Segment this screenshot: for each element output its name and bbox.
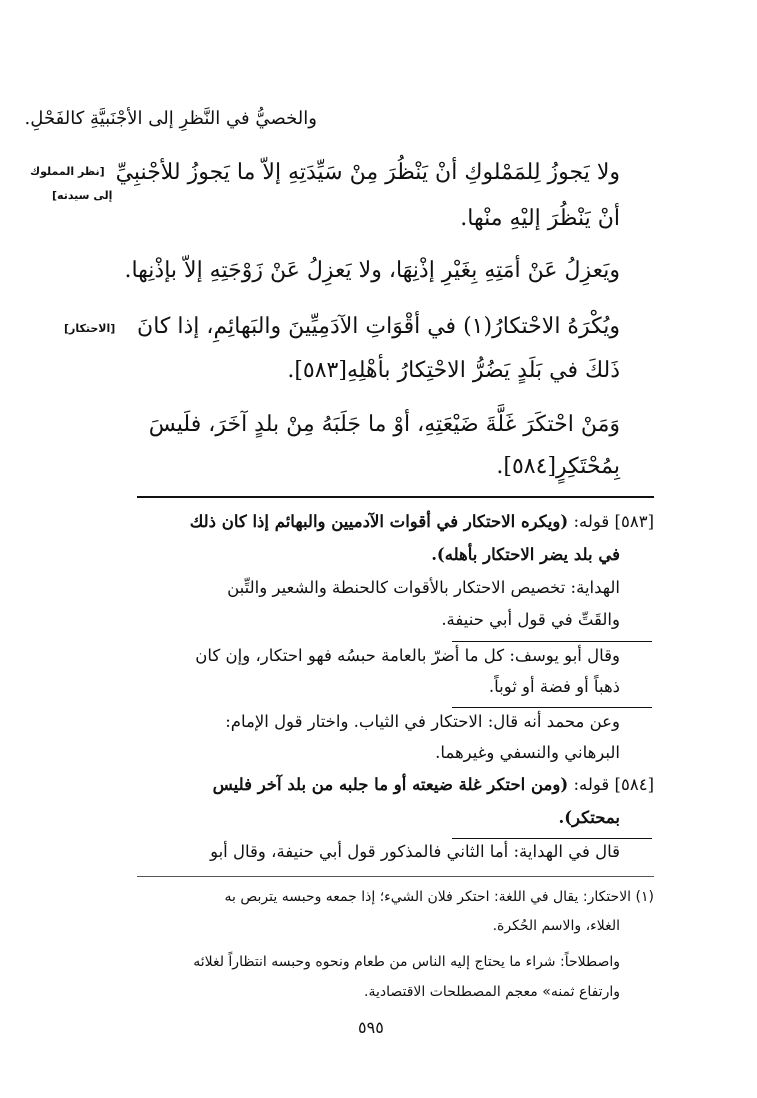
main-text-line-2: ولا يَجوزُ لِلمَمْلوكِ أنْ يَنْظُرَ مِنْ سَيِّدَتِهِ إلاّ ما يَجوزُ للأجْنبِيِّ [115,160,620,185]
main-text-line-4: ويَعزِلُ عَنْ أمَتِهِ بِغَيْرِ إذْنِهَا، ولا يَعزِلُ عَنْ زَوْجَتِهِ إلاّ بإذْنِها. [124,258,620,283]
main-text-line-8: بِمُحْتَكِرٍ[٥٨٤]. [496,454,620,479]
commentary-line-abu-hanifa: والقَتِّ في قول أبي حنيفة. [441,610,620,629]
margin-note-hoarding: [الاحتكار] [64,322,116,335]
commentary-583-heading [190,512,654,531]
commentary-584-heading [213,775,654,794]
page-number: ٥٩٥ [358,1018,384,1037]
commentary-line-muhammad: وعن محمد أنه قال: الاحتكار في الثياب. واختار قول الإمام: [225,712,620,731]
footnote-1-line-1: (١) الاحتكار: يقال في اللغة: احتكر فلان الشيء؛ إذا جمعه وحبسه يتربص به [224,889,654,905]
footnote-1-line-2: الغلاء، والاسم الحُكرة. [492,918,620,934]
commentary-584-ref: [٥٨٤] قوله: [573,775,654,794]
commentary-583-ref: [٥٨٣] قوله: [573,512,654,531]
main-text-line-7: وَمَنْ احْتكَرَ غَلَّةَ ضَيْعَتِهِ، أوْ ما جَلَبَهُ مِنْ بلدٍ آخَرَ، فلَيسَ [148,412,620,437]
commentary-divider-3 [452,838,652,839]
commentary-584-quote-cont: بمحتكر). [558,808,620,827]
commentary-583-quote: (ويكره الاحتكار في أقوات الآدميين والبهائم إذا كان ذلك [189,512,569,531]
main-text-line-5: ويُكْرَهُ الاحْتكارُ(١) في أقْوَاتِ الآدَمِيِّينَ والبَهائِمِ، إذا كانَ [137,314,620,339]
footnote-separator [137,876,654,877]
footnote-1-line-4: وارتفاع ثمنه» معجم المصطلحات الاقتصادية. [364,984,620,1000]
main-text-line-6: ذَلكَ في بَلَدٍ يَضُرُّ الاحْتِكارُ بأهْلِهِ[٥٨٣]. [287,358,620,383]
margin-note-owned-viewing: [نظر المملوك [30,165,105,178]
commentary-line-hidaya: الهداية: تخصيص الاحتكار بالأقوات كالحنطة والشعير والتِّبن [227,578,620,597]
main-text-line-3: أنْ يَنْظُرَ إليْهِ منْها. [460,206,620,231]
commentary-584-quote: (ومن احتكر غلة ضيعته أو ما جلبه من بلد آخر فليس [212,775,569,794]
commentary-line-burhani: البرهاني والنسفي وغيرهما. [435,743,620,762]
commentary-separator [137,496,654,498]
margin-note-owned-viewing-2: إلى سيدته] [52,189,113,202]
commentary-line-hidaya-2: قال في الهداية: أما الثاني فالمذكور قول أبي حنيفة، وقال أبو [210,842,620,861]
commentary-line-gold: ذهباً أو فضة أو ثوباً. [488,677,620,696]
commentary-divider-1 [452,641,652,642]
main-text-line-1: والخصيُّ في النَّظرِ إلى الأجْنَبيَّةِ كالفَحْلِ. [24,108,317,129]
commentary-line-abu-yusuf: وقال أبو يوسف: كل ما أضرّ بالعامة حبسُه فهو احتكار، وإن كان [195,646,620,665]
commentary-583-quote-cont: في بلد يضر الاحتكار بأهله). [431,545,620,564]
footnote-1-line-3: واصطلاحاً: شراء ما يحتاج إليه الناس من طعام ونحوه وحبسه انتظاراً لغلائه [193,954,620,970]
commentary-divider-2 [452,707,652,708]
